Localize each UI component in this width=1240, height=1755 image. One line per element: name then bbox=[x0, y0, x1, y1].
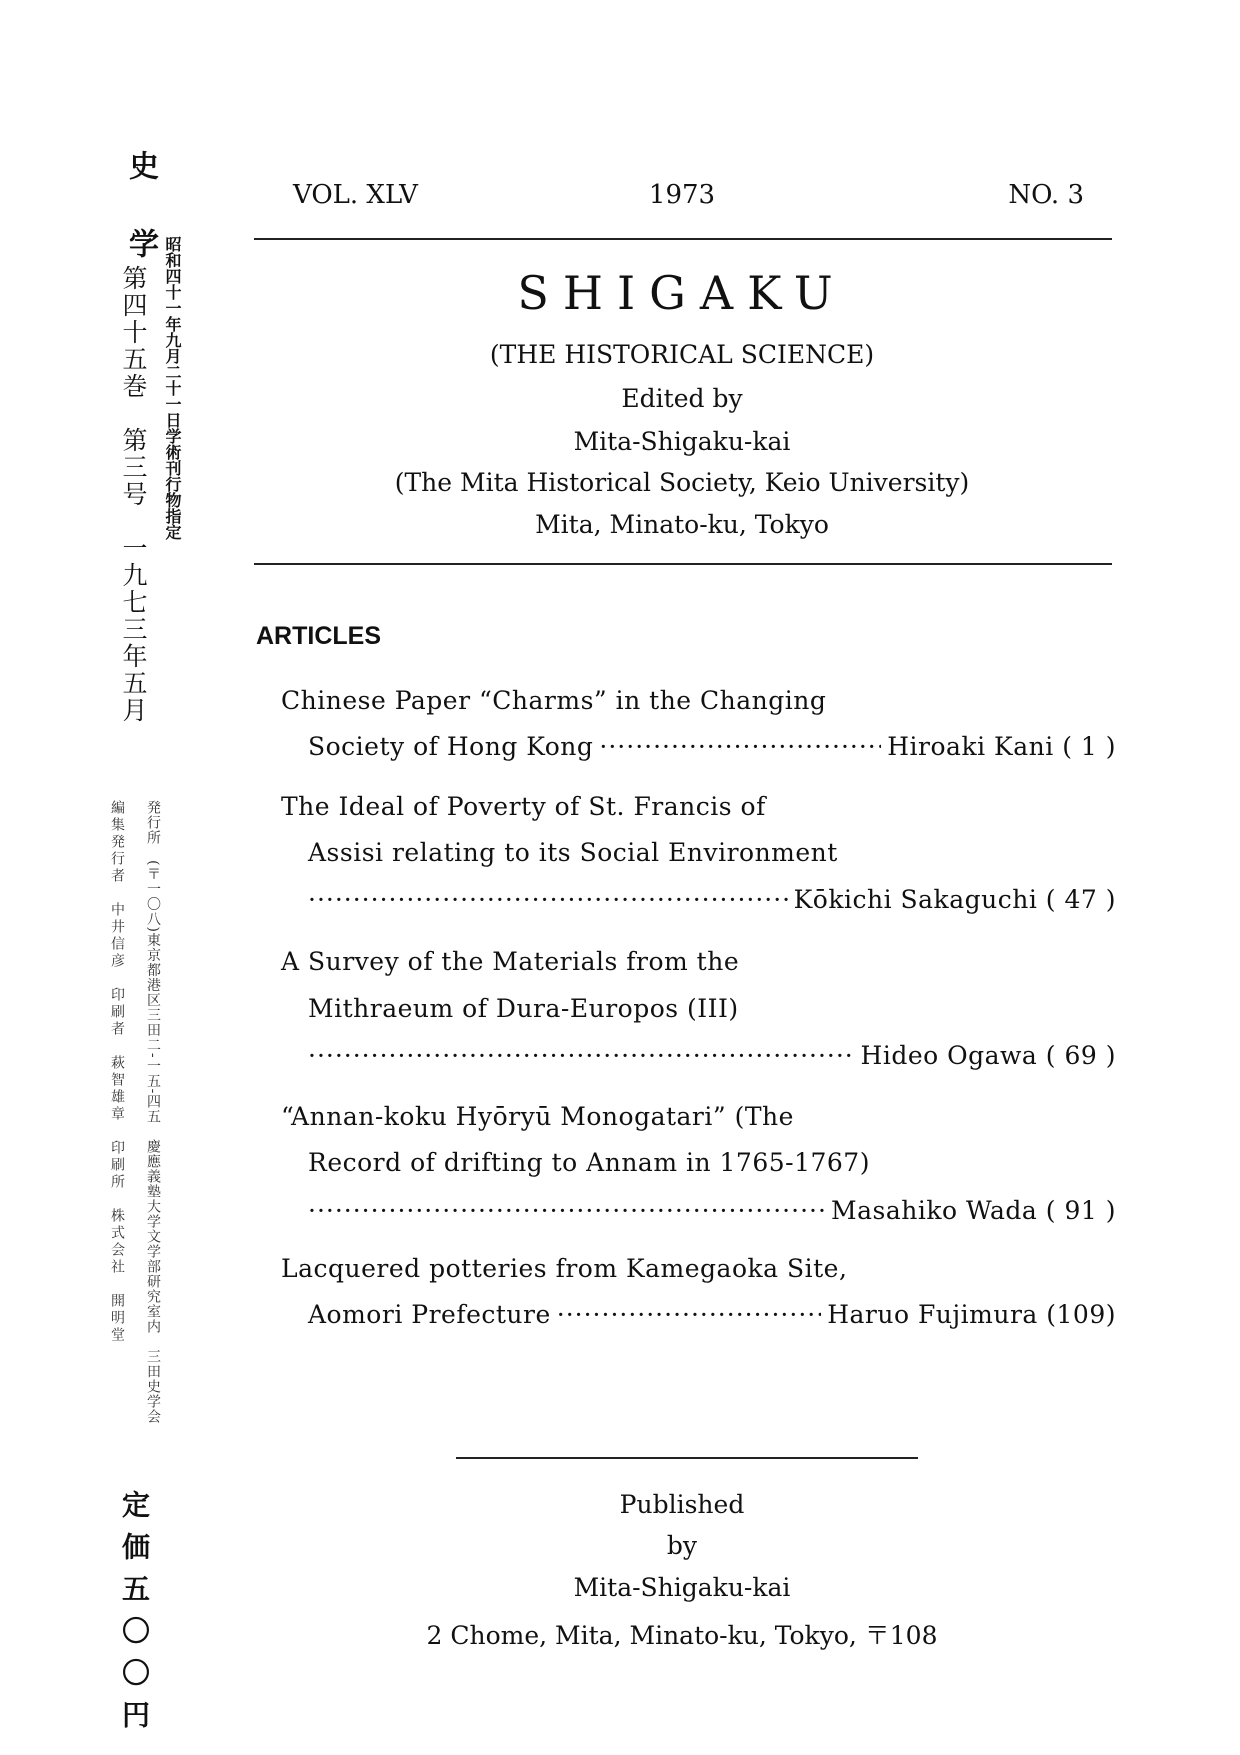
article-author: Hiroaki Kani bbox=[887, 732, 1054, 761]
leader-dots bbox=[308, 1041, 855, 1070]
article-author: Hideo Ogawa bbox=[860, 1041, 1038, 1070]
spine-title-gaku: 学 bbox=[123, 228, 158, 258]
journal-title: SHIGAKU bbox=[517, 266, 847, 320]
article-page: ( 91 ) bbox=[1045, 1196, 1116, 1225]
article-page: (109) bbox=[1046, 1300, 1116, 1329]
editor-name: Mita-Shigaku-kai bbox=[573, 427, 791, 456]
published-label: Published bbox=[619, 1490, 745, 1519]
article-title-line1: Lacquered potteries from Kamegaoka Site, bbox=[281, 1254, 848, 1283]
volume-label: VOL. XLV bbox=[293, 180, 418, 210]
journal-subtitle: (THE HISTORICAL SCIENCE) bbox=[489, 340, 875, 369]
spine-office: 発行所 (〒一〇八)東京都港区三田二-一五-四五 慶應義塾大学文学部研究室内 三田史学会 bbox=[145, 800, 161, 1425]
article-page: ( 47 ) bbox=[1045, 885, 1116, 914]
publisher-address: 2 Chome, Mita, Minato-ku, Tokyo, 〒108 bbox=[426, 1621, 938, 1650]
article-byline bbox=[308, 885, 1116, 914]
issue-number-label: NO. 3 bbox=[1008, 180, 1084, 210]
article-title-line1: Chinese Paper “Charms” in the Changing bbox=[281, 686, 827, 715]
article-author: Haruo Fujimura bbox=[827, 1300, 1038, 1329]
spine-staff: 編集発行者 中井信彦 印刷者 萩智雄章 印刷所 株式会社 開明堂 bbox=[109, 800, 125, 1344]
society-location: Mita, Minato-ku, Tokyo bbox=[535, 510, 829, 539]
spine-designation: 昭和四十一年九月二十一日学術刊行物指定 bbox=[163, 236, 182, 540]
article-title-line1: A Survey of the Materials from the bbox=[281, 947, 740, 976]
leader-dots bbox=[557, 1300, 821, 1329]
top-rule bbox=[254, 238, 1112, 240]
article-title-line1: “Annan-koku Hyōryū Monogatari” (The bbox=[281, 1102, 794, 1131]
article-byline bbox=[308, 1196, 1116, 1225]
society-name: (The Mita Historical Society, Keio University) bbox=[394, 468, 970, 497]
article-title-line2: Assisi relating to its Social Environment bbox=[308, 838, 838, 867]
footer-rule bbox=[456, 1457, 918, 1459]
article-byline bbox=[308, 1300, 1116, 1329]
leader-dots bbox=[308, 1196, 825, 1225]
article-title-line2: Aomori Prefecture bbox=[308, 1300, 551, 1329]
article-title-line2: Mithraeum of Dura-Europos (III) bbox=[308, 994, 739, 1023]
article-title-line2: Record of drifting to Annam in 1765-1767) bbox=[308, 1148, 870, 1177]
article-author: Masahiko Wada bbox=[831, 1196, 1038, 1225]
article-author: Kōkichi Sakaguchi bbox=[793, 885, 1038, 914]
article-byline bbox=[308, 1041, 1116, 1070]
articles-heading: ARTICLES bbox=[256, 622, 381, 650]
leader-dots bbox=[308, 885, 788, 914]
spine-price: 定価五〇〇円 bbox=[118, 1490, 151, 1742]
edited-by: Edited by bbox=[621, 384, 743, 413]
article-title-line1: The Ideal of Poverty of St. Francis of bbox=[281, 792, 766, 821]
leader-dots bbox=[599, 732, 881, 761]
article-page: ( 1 ) bbox=[1062, 732, 1116, 761]
year-label: 1973 bbox=[648, 180, 716, 210]
spine-issue: 第四十五巻 第三号 一九七三年五月 bbox=[119, 265, 148, 724]
spine-title-shi: 史 bbox=[123, 150, 158, 180]
article-byline bbox=[308, 732, 1116, 761]
publisher-name: Mita-Shigaku-kai bbox=[573, 1573, 791, 1602]
article-page: ( 69 ) bbox=[1045, 1041, 1116, 1070]
published-by: by bbox=[666, 1531, 698, 1560]
masthead-rule bbox=[254, 563, 1112, 565]
article-title-line2: Society of Hong Kong bbox=[308, 732, 594, 761]
